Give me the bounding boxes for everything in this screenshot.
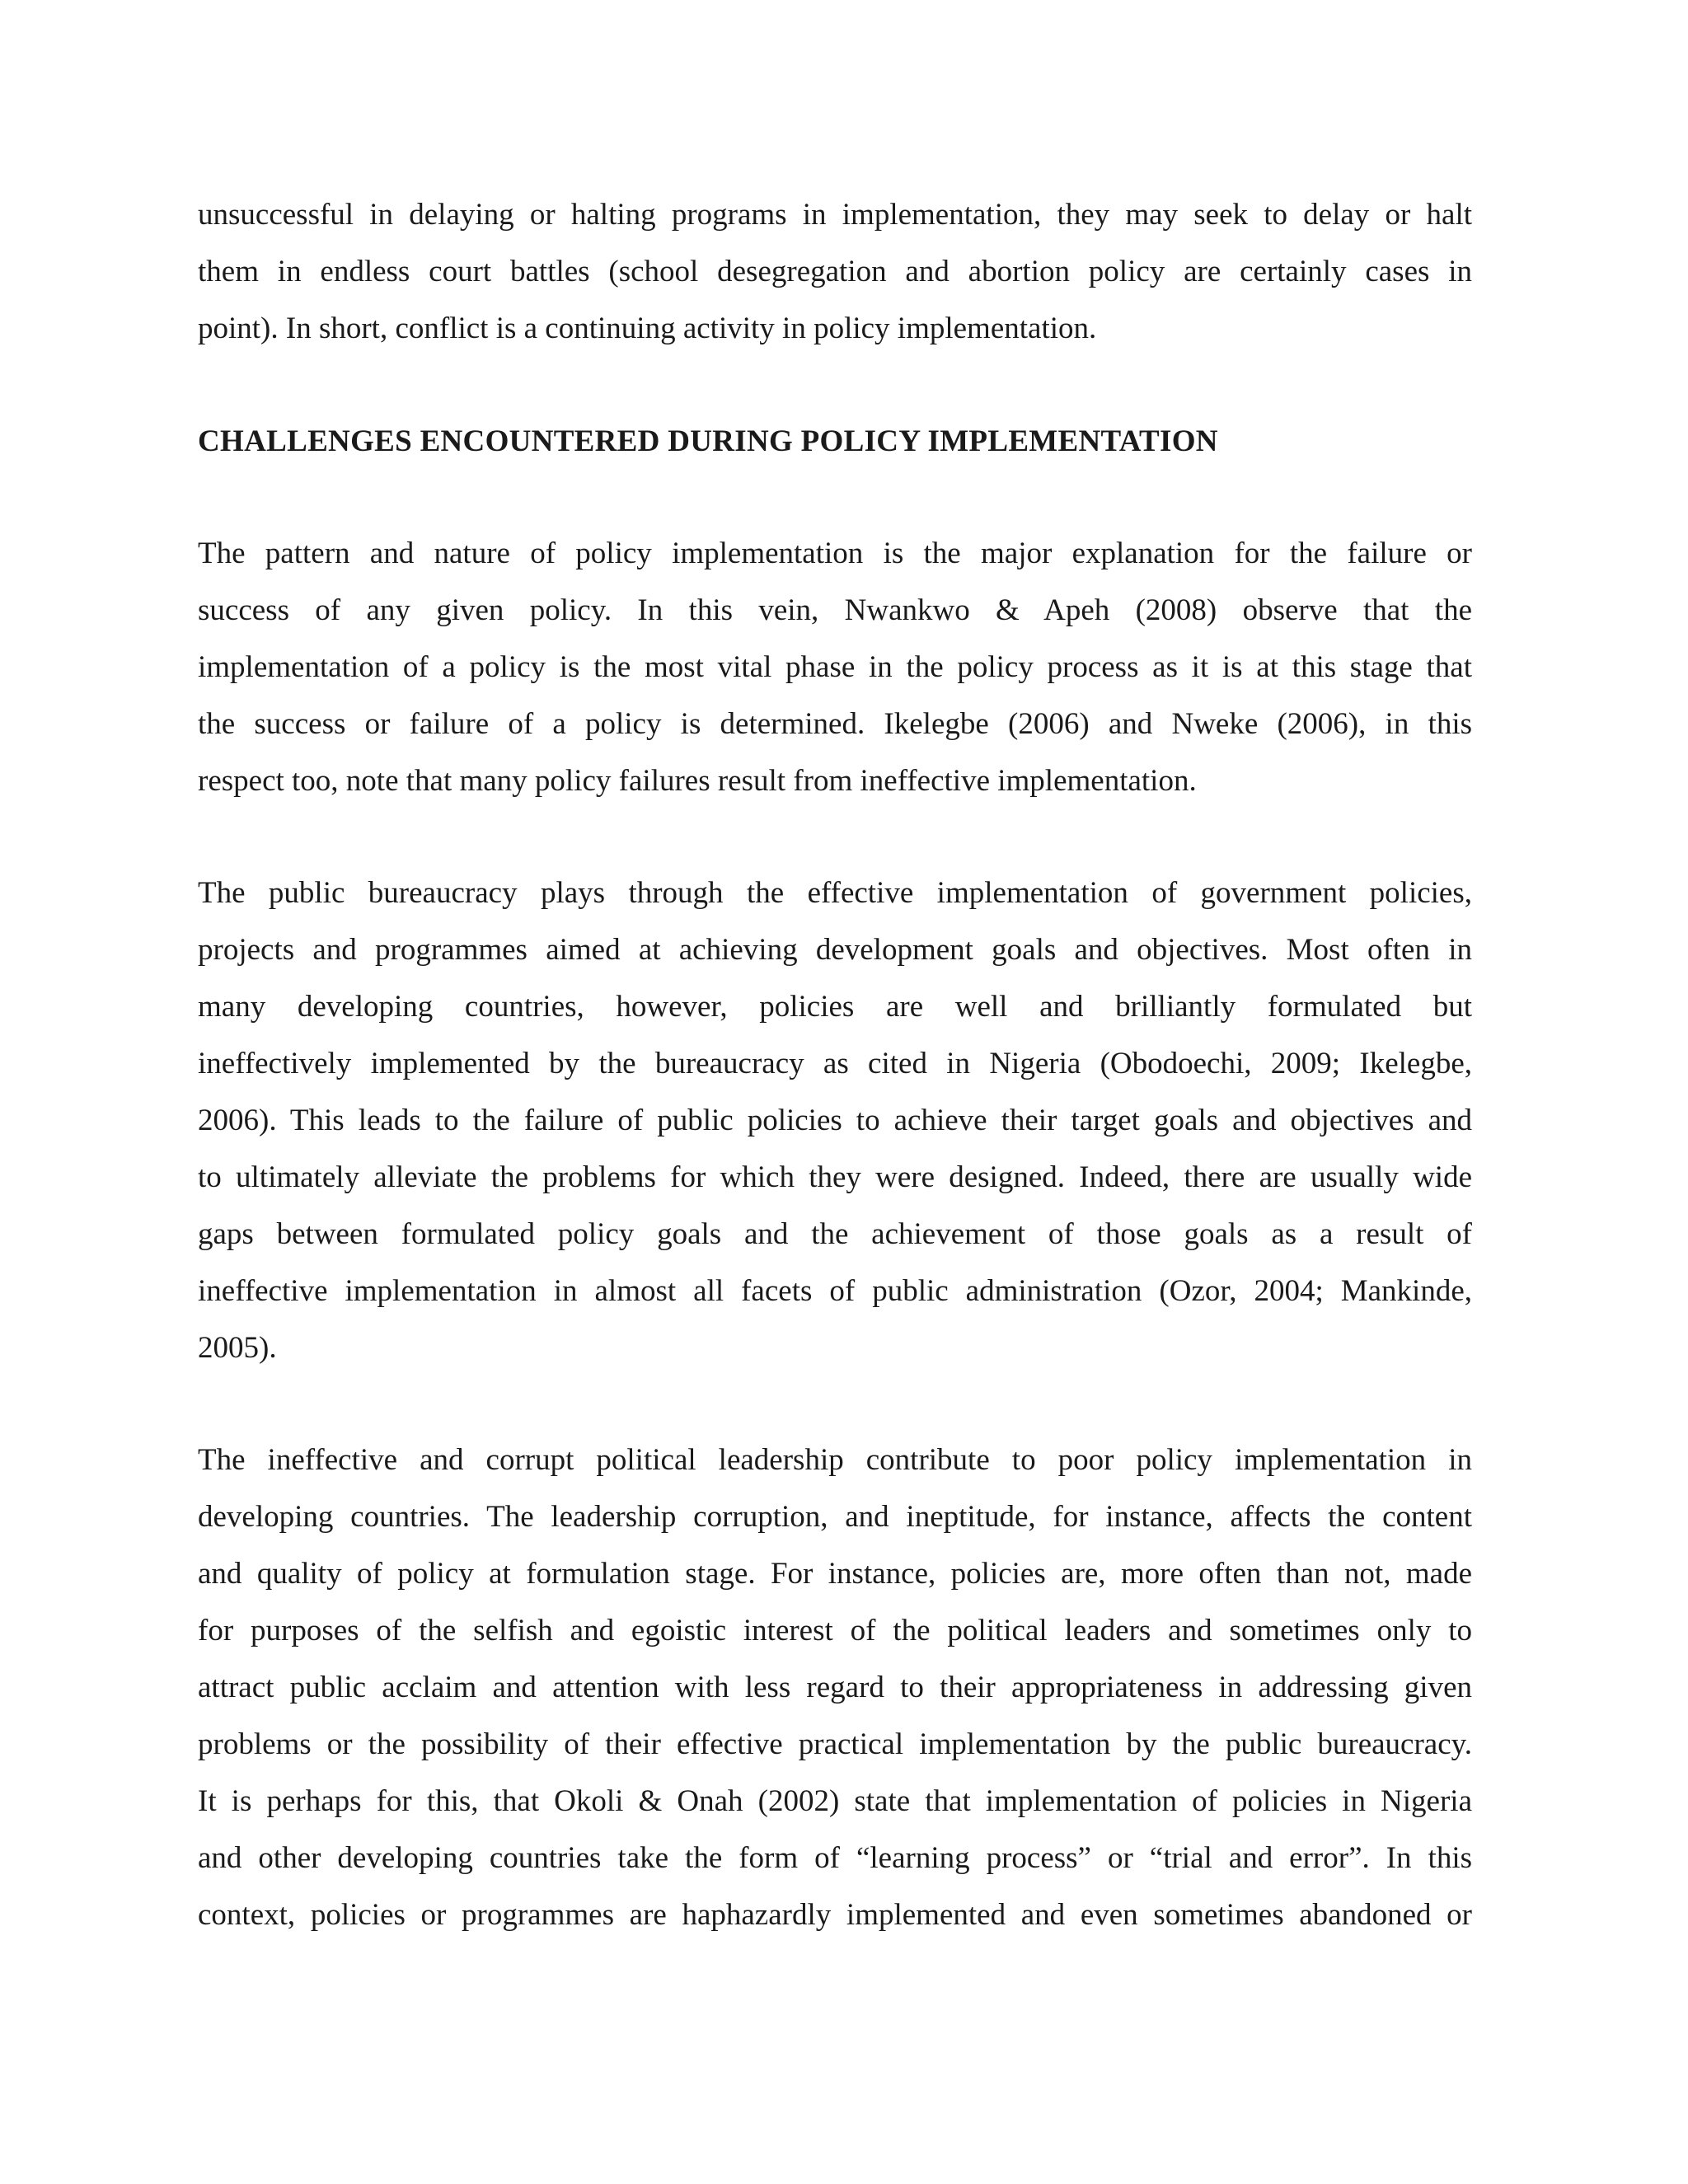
text-line: and other developing countries take the form of “learning process” or “trial and error”. In this [198, 1841, 1472, 1875]
text-line: gaps between formulated policy goals and the achievement of those goals as a result of [198, 1217, 1472, 1251]
paragraph-pattern-nature [198, 525, 1472, 809]
text-line: them in endless court battles (school desegregation and abortion policy are certainly cases in [198, 255, 1472, 288]
text-line: 2005). [198, 1331, 277, 1365]
paragraph [198, 865, 1472, 1376]
text-line: success of any given policy. In this vein, Nwankwo & Apeh (2008) observe that the [198, 593, 1472, 627]
text-line: problems or the possibility of their effective practical implementation by the public bureaucracy. [198, 1727, 1472, 1761]
text-line: ineffective implementation in almost all facets of public administration (Ozor, 2004; Mankinde, [198, 1274, 1472, 1308]
text-line: and quality of policy at formulation stage. For instance, policies are, more often than not, made [198, 1557, 1472, 1591]
text-line: for purposes of the selfish and egoistic interest of the political leaders and sometimes only to [198, 1614, 1472, 1647]
paragraph [198, 525, 1472, 809]
text-line: to ultimately alleviate the problems for which they were designed. Indeed, there are usually wide [198, 1160, 1472, 1194]
paragraph-public-bureaucracy [198, 865, 1472, 1376]
text-line: the success or failure of a policy is determined. Ikelegbe (2006) and Nweke (2006), in this [198, 707, 1472, 741]
text-line: The public bureaucracy plays through the effective implementation of government policies, [198, 876, 1472, 910]
text-line: The pattern and nature of policy implementation is the major explanation for the failure or [198, 537, 1472, 570]
paragraph-conflict-continuation [198, 186, 1472, 357]
text-line: attract public acclaim and attention with less regard to their appropriateness in addressing given [198, 1671, 1472, 1704]
paragraph-political-leadership [198, 1432, 1472, 1943]
text-line: 2006). This leads to the failure of public policies to achieve their target goals and objectives and [198, 1104, 1472, 1137]
text-line: context, policies or programmes are haphazardly implemented and even sometimes abandoned or [198, 1898, 1472, 1932]
text-line: unsuccessful in delaying or halting programs in implementation, they may seek to delay or halt [198, 198, 1472, 232]
text-line: The ineffective and corrupt political leadership contribute to poor policy implementation in [198, 1443, 1472, 1477]
text-line: It is perhaps for this, that Okoli & Onah (2002) state that implementation of policies in Nigeria [198, 1784, 1472, 1818]
section-heading: CHALLENGES ENCOUNTERED DURING POLICY IMPLEMENTATION [198, 424, 1218, 458]
text-line: respect too, note that many policy failures result from ineffective implementation. [198, 764, 1197, 798]
paragraph [198, 1432, 1472, 1943]
text-line: projects and programmes aimed at achieving development goals and objectives. Most often in [198, 933, 1472, 967]
section-heading-block [198, 413, 1472, 470]
text-line: developing countries. The leadership corruption, and ineptitude, for instance, affects the content [198, 1500, 1472, 1534]
text-line: many developing countries, however, policies are well and brilliantly formulated but [198, 990, 1472, 1024]
paragraph [198, 186, 1472, 357]
text-line: point). In short, conflict is a continuing activity in policy implementation. [198, 312, 1097, 345]
text-line: ineffectively implemented by the bureaucracy as cited in Nigeria (Obodoechi, 2009; Ikelegbe, [198, 1047, 1472, 1080]
text-line: implementation of a policy is the most vital phase in the policy process as it is at this stage that [198, 650, 1472, 684]
